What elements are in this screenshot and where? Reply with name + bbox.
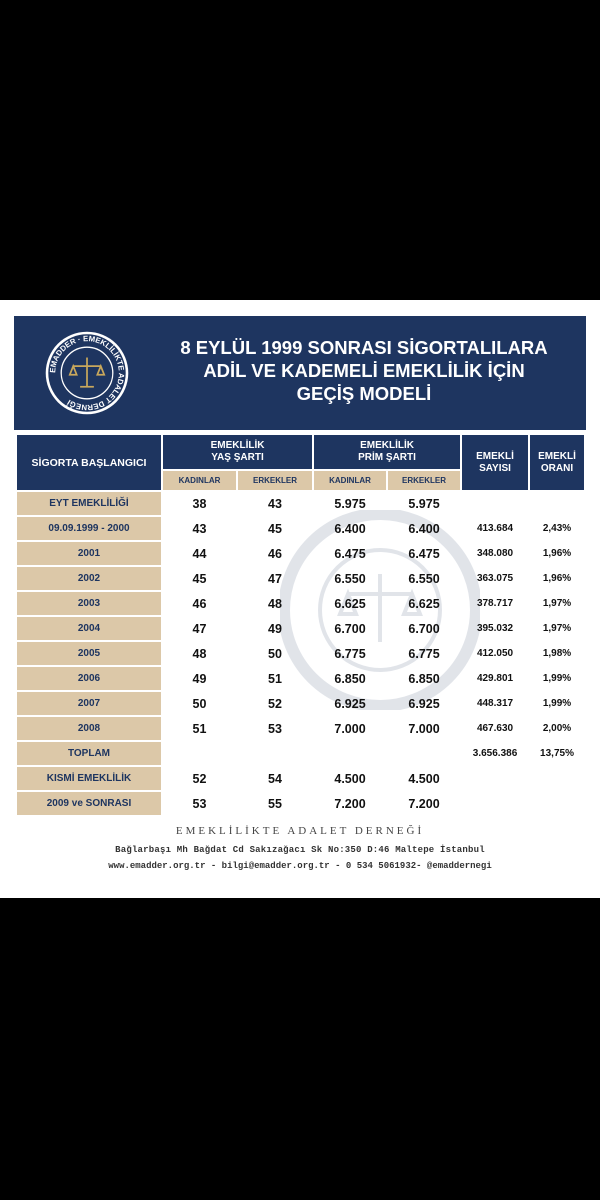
premium-women: 6.475: [334, 546, 366, 561]
age-men: 55: [268, 796, 282, 811]
age-women: 45: [192, 571, 207, 586]
age-men: 48: [268, 596, 282, 611]
retiree-rate: 2,00%: [542, 723, 572, 734]
table-row: [17, 542, 584, 565]
premium-women: 7.200: [334, 796, 366, 811]
age-women: 43: [192, 521, 207, 536]
retiree-rate: 13,75%: [540, 748, 574, 759]
retiree-rate: [530, 492, 584, 515]
retiree-count: 412.050: [476, 648, 514, 659]
premium-men: 6.400: [408, 521, 440, 536]
retirement-table: [15, 433, 586, 817]
age-women: 44: [192, 546, 207, 561]
retiree-rate: 1,97%: [542, 623, 572, 634]
premium-men: 6.700: [408, 621, 440, 636]
age-men: 54: [268, 771, 282, 786]
premium-men: 6.550: [408, 571, 440, 586]
retiree-count: 395.032: [476, 623, 514, 634]
age-women: 47: [192, 621, 207, 636]
table-row: [17, 792, 584, 815]
age-women: 52: [192, 771, 207, 786]
retiree-rate: [530, 792, 584, 815]
age-women: 50: [192, 696, 207, 711]
age-men: 51: [268, 671, 282, 686]
title-line-2: ADİL VE KADEMELİ EMEKLİLİK İÇİN: [203, 360, 525, 381]
premium-women: 6.400: [334, 521, 366, 536]
header-age-women: KADINLAR: [163, 471, 236, 490]
premium-men: 6.850: [408, 671, 440, 686]
row-label: KISMİ EMEKLİLİK: [17, 767, 161, 790]
retiree-count: [462, 792, 528, 815]
age-men: 50: [268, 646, 282, 661]
table-row: [17, 667, 584, 690]
header-premium-line2: PRİM ŞARTI: [358, 452, 416, 463]
age-men: 43: [268, 496, 282, 511]
age-women: 49: [192, 671, 207, 686]
row-label: 2005: [17, 642, 161, 665]
row-label: 2008: [17, 717, 161, 740]
premium-women: 6.925: [334, 696, 366, 711]
table-row: [17, 692, 584, 715]
premium-women: 6.625: [334, 596, 366, 611]
header-count-line2: SAYISI: [479, 462, 511, 474]
row-label: TOPLAM: [17, 742, 161, 765]
header-age-men: ERKEKLER: [238, 471, 312, 490]
emadder-logo: [44, 330, 130, 416]
header-count: [462, 435, 528, 490]
table-row: [17, 767, 584, 790]
table-row: [17, 642, 584, 665]
header-age: [163, 435, 312, 469]
footer-org-name: EMEKLİLİKTE ADALET DERNEĞİ: [175, 825, 425, 837]
premium-men: 6.775: [408, 646, 440, 661]
header-rate-line2: ORANI: [540, 462, 574, 474]
age-men: 52: [268, 696, 282, 711]
retiree-count: 467.630: [476, 723, 514, 734]
header-premium-women: KADINLAR: [314, 471, 386, 490]
retiree-count: 348.080: [476, 548, 514, 559]
retiree-count: 448.317: [476, 698, 514, 709]
retiree-rate: 1,96%: [542, 573, 572, 584]
age-women: 53: [192, 796, 207, 811]
premium-men: 5.975: [408, 496, 440, 511]
age-women: 51: [192, 721, 207, 736]
row-label: 2007: [17, 692, 161, 715]
premium-men: 4.500: [408, 771, 440, 786]
retiree-rate: 1,99%: [542, 673, 572, 684]
table-row: [17, 717, 584, 740]
table-row: [17, 617, 584, 640]
age-men: [238, 742, 312, 765]
retiree-count: 429.801: [476, 673, 514, 684]
premium-men: 6.475: [408, 546, 440, 561]
premium-women: 4.500: [334, 771, 366, 786]
header-rate: [530, 435, 584, 490]
header-count-line1: EMEKLİ: [476, 450, 514, 462]
header-premium-line1: EMEKLİLİK: [360, 440, 414, 451]
premium-men: 6.625: [408, 596, 440, 611]
header-age-line1: EMEKLİLİK: [210, 440, 265, 451]
header-start: SİGORTA BAŞLANGICI: [17, 435, 161, 490]
table-row: [17, 517, 584, 540]
row-label: EYT EMEKLİLİĞİ: [17, 492, 161, 515]
header-premium: [314, 435, 460, 469]
premium-women: 7.000: [334, 721, 366, 736]
main-title: [154, 336, 574, 405]
table-body: [17, 492, 584, 815]
row-label: 2001: [17, 542, 161, 565]
footer: [0, 825, 600, 871]
header-premium-men: ERKEKLER: [388, 471, 460, 490]
age-men: 45: [268, 521, 282, 536]
retiree-count: [462, 767, 528, 790]
age-women: [163, 742, 236, 765]
svg-text:EMADDER · EMEKLİLİKTE ADALET D: EMADDER · EMEKLİLİKTE ADALET DERNEĞİ: [48, 334, 126, 412]
table-row: [17, 592, 584, 615]
retiree-count: 378.717: [476, 598, 514, 609]
retiree-rate: 1,99%: [542, 698, 572, 709]
row-label: 2002: [17, 567, 161, 590]
premium-men: 6.925: [408, 696, 440, 711]
title-banner: [14, 316, 586, 430]
footer-address: Bağlarbaşı Mh Bağdat Cd Sakızağacı Sk No:350 D:46 Maltepe İstanbul: [115, 845, 485, 855]
premium-men: 7.200: [408, 796, 440, 811]
retiree-rate: 1,97%: [542, 598, 572, 609]
retiree-count: 413.684: [476, 523, 514, 534]
premium-women: [314, 742, 386, 765]
title-line-3: GEÇİŞ MODELİ: [296, 383, 432, 404]
retiree-rate: 1,96%: [542, 548, 572, 559]
header-age-line2: YAŞ ŞARTI: [211, 452, 264, 463]
row-label: 2003: [17, 592, 161, 615]
infographic-card: [0, 300, 600, 898]
retiree-rate: 2,43%: [542, 523, 572, 534]
row-label: 2006: [17, 667, 161, 690]
premium-men: 7.000: [408, 721, 440, 736]
age-men: 49: [268, 621, 282, 636]
age-men: 46: [268, 546, 282, 561]
table-row: [17, 492, 584, 515]
table-row: [17, 567, 584, 590]
retiree-rate: [530, 767, 584, 790]
age-men: 47: [268, 571, 282, 586]
age-women: 48: [192, 646, 207, 661]
premium-men: [388, 742, 460, 765]
retiree-count: [462, 492, 528, 515]
header-rate-line1: EMEKLİ: [538, 450, 576, 462]
premium-women: 5.975: [334, 496, 366, 511]
premium-women: 6.700: [334, 621, 366, 636]
premium-women: 6.550: [334, 571, 366, 586]
title-line-1: 8 EYLÜL 1999 SONRASI SİGORTALILARA: [180, 337, 548, 358]
row-label: 2009 ve SONRASI: [17, 792, 161, 815]
table-row: [17, 742, 584, 765]
row-label: 2004: [17, 617, 161, 640]
row-label: 09.09.1999 - 2000: [17, 517, 161, 540]
retiree-count: 3.656.386: [472, 748, 518, 759]
premium-women: 6.775: [334, 646, 366, 661]
age-men: 53: [268, 721, 282, 736]
retiree-count: 363.075: [476, 573, 514, 584]
retiree-rate: 1,98%: [542, 648, 572, 659]
premium-women: 6.850: [334, 671, 366, 686]
age-women: 38: [192, 496, 207, 511]
footer-contact: www.emadder.org.tr - bilgi@emadder.org.tr - 0 534 5061932- @emaddernegi: [108, 861, 492, 871]
age-women: 46: [192, 596, 207, 611]
